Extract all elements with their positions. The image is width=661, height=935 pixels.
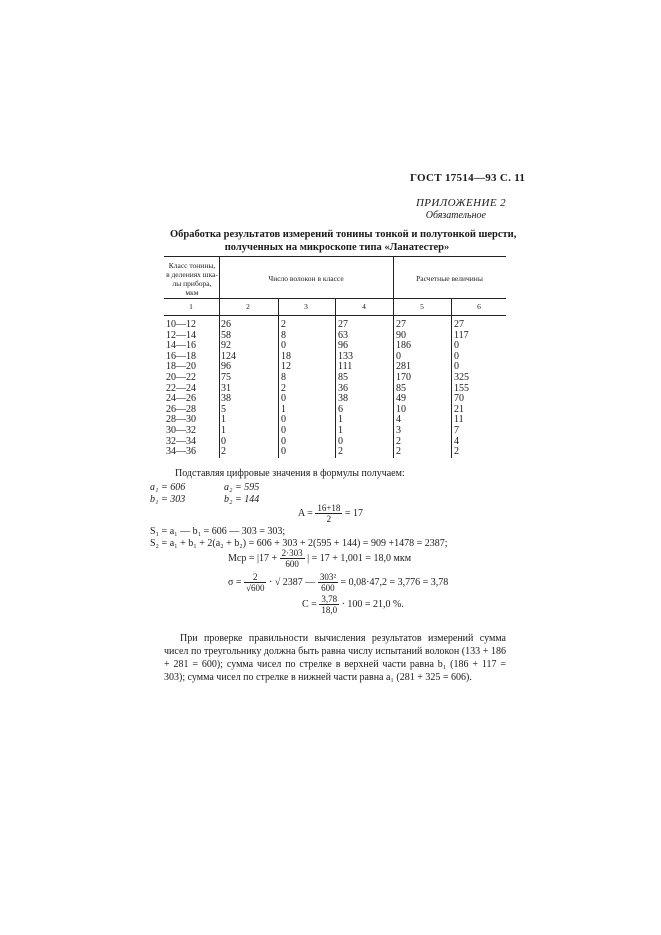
table-cell: 2 — [221, 446, 226, 458]
formula-a2: a₂ = 595 — [224, 482, 260, 493]
table-cell: 3 — [396, 425, 401, 436]
table-row-class: 20—22 — [166, 372, 196, 383]
table-cell: 70 — [454, 393, 464, 405]
table-cell: 38 — [221, 393, 231, 405]
formula-C: C = $\frac{3,78}{18,0}$ · 100 = 21,0 %. — [302, 594, 404, 615]
table-cell: 11 — [454, 414, 464, 426]
table-cell: 75 — [221, 372, 231, 383]
table-cell: 12 — [281, 361, 291, 373]
table-cell: 10 — [396, 403, 406, 415]
table-cell: 1 — [221, 414, 226, 426]
table-cell: 63 — [338, 329, 348, 341]
table-cell: 4 — [396, 414, 401, 426]
table-cell: 21 — [454, 403, 464, 415]
col-number: 4 — [362, 302, 366, 311]
table-cell: 2 — [396, 435, 401, 447]
formula-A: A = $\frac{16+18}{2}$ = 17 — [298, 503, 364, 524]
table-cell: 90 — [396, 329, 406, 341]
table-cell: 2 — [281, 382, 286, 394]
table-cell: 27 — [454, 319, 464, 330]
table-row-class: 28—30 — [166, 414, 196, 426]
table-cell: 49 — [396, 393, 406, 405]
table-cell: 26 — [221, 319, 231, 330]
table-title-line1: Обработка результатов измерений тонины тонкой и полутонкой шерсти, — [170, 229, 517, 240]
appendix-label: ПРИЛОЖЕНИЕ 2 — [415, 197, 506, 209]
table-cell: 8 — [281, 372, 286, 383]
table-cell: 6 — [338, 403, 343, 415]
table-cell: 4 — [454, 435, 459, 447]
col-number: 2 — [246, 302, 250, 311]
table-row-class: 12—14 — [166, 329, 196, 341]
table-cell: 0 — [454, 340, 459, 352]
formula-b1: b₁ = 303 — [150, 494, 186, 505]
table-cell: 281 — [396, 361, 411, 373]
formula-S2: S₂ = a₁ + b₁ + 2(a₂ + b₂) = 606 + 303 + 2(595 + 144) = 909 +1478 = 2387; — [150, 538, 448, 549]
table-cell: 0 — [338, 435, 343, 447]
table-cell: 18 — [281, 350, 291, 362]
table-cell: 36 — [338, 382, 348, 394]
table-cell: 7 — [454, 425, 459, 436]
table-cell: 38 — [338, 393, 348, 405]
table-row-class: 22—24 — [166, 382, 196, 394]
table-cell: 27 — [338, 319, 348, 330]
table-cell: 58 — [221, 329, 231, 341]
table-cell: 170 — [396, 372, 411, 383]
table-row-class: 26—28 — [166, 403, 196, 415]
col1-header: Класс тонины, в делениях шка- лы прибора, мкм — [166, 261, 218, 297]
table-row-class: 34—36 — [166, 446, 196, 458]
table-cell: 2 — [396, 446, 401, 458]
table-row-class: 24—26 — [166, 393, 196, 405]
table-cell: 1 — [338, 425, 343, 436]
table-cell: 133 — [338, 350, 353, 362]
table-cell: 1 — [338, 414, 343, 426]
table-row-class: 18—20 — [166, 361, 196, 373]
table-cell: 92 — [221, 340, 231, 352]
table-cell: 0 — [281, 446, 286, 458]
formula-M: Mср = |17 + $\frac{2\cdot 303}{600}$ | = 17 + 1,001 = 18,0 мкм — [228, 548, 412, 569]
table-cell: 0 — [221, 435, 226, 447]
table-cell: 27 — [396, 319, 406, 330]
table-row-class: 14—16 — [166, 340, 196, 352]
table-title-line2: полученных на микроскопе типа «Ланатестер» — [224, 242, 450, 253]
table-row-class: 30—32 — [166, 425, 196, 436]
table-cell: 111 — [338, 361, 353, 373]
table-cell: 117 — [454, 329, 469, 341]
table-cell: 0 — [454, 350, 459, 362]
calc-values-group-header: Расчетные величины — [416, 274, 483, 283]
table-cell: 0 — [454, 361, 459, 373]
formula-b2: b₂ = 144 — [224, 494, 260, 505]
col-number: 1 — [189, 302, 193, 311]
table-cell: 155 — [454, 382, 469, 394]
verification-paragraph: При проверке правильности вычисления результатов измерений сумма чисел по треугольнику должна быть равна числу испытаний волокон (133 + 186 + 281 = 600); сумма чисел по стрелке в верхней части равна b₁ (186 + 117 = 303); сумма чисел по стрелке в нижней части равна a₁ (281 + 325 = 606). — [164, 633, 506, 683]
table-cell: 1 — [221, 425, 226, 436]
table-cell: 0 — [281, 414, 286, 426]
table-cell: 5 — [221, 403, 226, 415]
table-cell: 8 — [281, 329, 286, 341]
table-cell: 0 — [281, 425, 286, 436]
table-row-class: 32—34 — [166, 435, 196, 447]
table-cell: 0 — [281, 435, 286, 447]
col-number: 3 — [304, 302, 308, 311]
table-cell: 0 — [281, 340, 286, 352]
table-cell: 124 — [221, 350, 236, 362]
table-cell: 31 — [221, 382, 231, 394]
table-cell: 0 — [281, 393, 286, 405]
table-cell: 0 — [396, 350, 401, 362]
obligatory-label: Обязательное — [425, 210, 486, 221]
table-cell: 325 — [454, 372, 469, 383]
col-number: 5 — [420, 302, 424, 311]
formula-intro: Подставляя цифровые значения в формулы получаем: — [175, 468, 405, 479]
formula-sigma: σ = $\frac{2}{√600}$ · √ 2387 — $\frac{\text{303²}}{600}$ = 0,08·47,2 = 3,776 = 3,78 — [228, 572, 449, 593]
table-cell: 2 — [281, 319, 286, 330]
table-cell: 186 — [396, 340, 411, 352]
formula-a1: a₁ = 606 — [150, 482, 186, 493]
table-cell: 2 — [338, 446, 343, 458]
table-row-class: 10—12 — [166, 319, 196, 330]
table-cell: 96 — [221, 361, 231, 373]
formula-S1: S₁ = a₁ — b₁ = 606 — 303 = 303; — [150, 526, 286, 537]
table-cell: 2 — [454, 446, 459, 458]
fiber-count-group-header: Число волокон в классе — [268, 274, 344, 283]
table-cell: 85 — [396, 382, 406, 394]
col-number: 6 — [477, 302, 481, 311]
table-cell: 96 — [338, 340, 348, 352]
table-cell: 1 — [281, 403, 286, 415]
table-row-class: 16—18 — [166, 350, 196, 362]
gost-header: ГОСТ 17514—93 С. 11 — [410, 172, 526, 184]
table-cell: 85 — [338, 372, 348, 383]
